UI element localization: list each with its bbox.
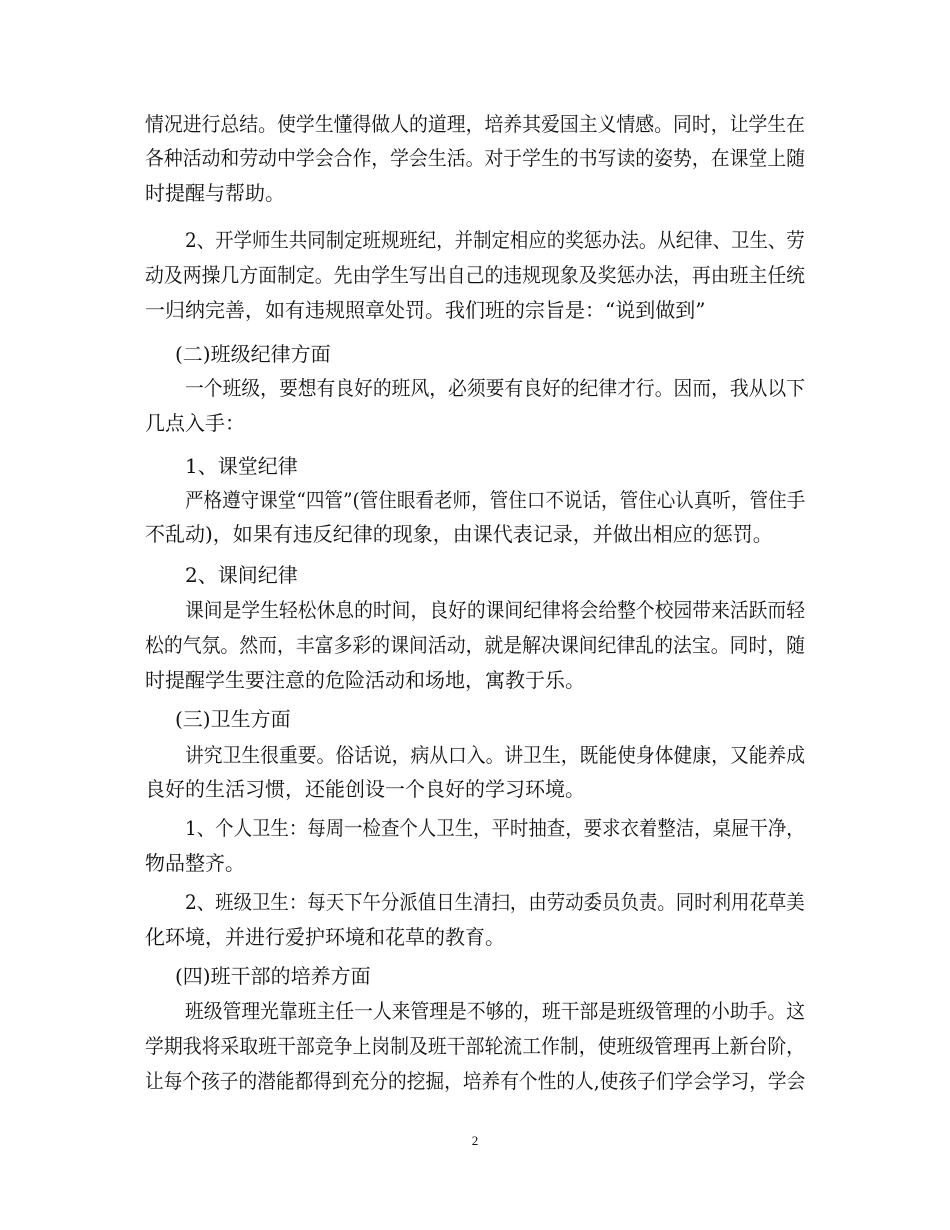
text-line: 严格遵守课堂“四管”(管住眼看老师，管住口不说话，管住心认真听，管住手 (185, 488, 806, 512)
subsection-heading: 1、课堂纪律 (185, 454, 298, 478)
text-line: 讲究卫生很重要。俗话说，病从口入。讲卫生，既能使身体健康，又能养成 (185, 743, 806, 767)
text-line: 2、开学师生共同制定班规班纪，并制定相应的奖惩办法。从纪律、卫生、劳 (185, 228, 805, 252)
section-heading: (二)班级纪律方面 (175, 342, 331, 366)
text-line: 学期我将采取班干部竞争上岗制及班干部轮流工作制，使班级管理再上新台阶， (145, 1034, 806, 1058)
text-line: 物品整齐。 (145, 851, 245, 875)
section-heading: (三)卫生方面 (175, 707, 291, 731)
text-line: 各种活动和劳动中学会合作，学会生活。对于学生的书写读的姿势，在课堂上随 (145, 146, 806, 170)
text-line: 时提醒学生要注意的危险活动和场地，寓教于乐。 (145, 668, 585, 692)
text-line: 动及两操几方面制定。先由学生写出自己的违规现象及奖惩办法，再由班主任统 (145, 263, 806, 287)
text-line: 松的气氛。然而，丰富多彩的课间活动，就是解决课间纪律乱的法宝。同时，随 (145, 633, 806, 657)
text-line: 让每个孩子的潜能都得到充分的挖掘，培养有个性的人,使孩子们学会学习，学会 (145, 1069, 806, 1093)
text-line: 班级管理光靠班主任一人来管理是不够的，班干部是班级管理的小助手。这 (185, 999, 806, 1023)
page-number: 2 (471, 1133, 479, 1148)
text-line: 化环境，并进行爱护环境和花草的教育。 (145, 925, 505, 949)
text-line: 一归纳完善，如有违规照章处罚。我们班的宗旨是：“说到做到” (145, 298, 706, 322)
text-line: 不乱动)，如果有违反纪律的现象，由课代表记录，并做出相应的惩罚。 (145, 522, 773, 546)
text-line: 几点入手： (145, 411, 245, 435)
text-line: 情况进行总结。使学生懂得做人的道理，培养其爱国主义情感。同时，让学生在 (145, 112, 806, 136)
text-line: 课间是学生轻松休息的时间，良好的课间纪律将会给整个校园带来活跃而轻 (185, 598, 806, 622)
text-line: 良好的生活习惯，还能创设一个良好的学习环境。 (145, 777, 585, 801)
subsection-heading: 2、课间纪律 (185, 563, 298, 587)
text-line: 一个班级，要想有良好的班风，必须要有良好的纪律才行。因而，我从以下 (185, 376, 806, 400)
text-line: 时提醒与帮助。 (145, 181, 285, 205)
text-line: 2、班级卫生：每天下午分派值日生清扫，由劳动委员负责。同时利用花草美 (185, 890, 805, 914)
section-heading: (四)班干部的培养方面 (175, 964, 371, 988)
text-line: 1、个人卫生：每周一检查个人卫生，平时抽查，要求衣着整洁，桌屉干净， (185, 816, 805, 840)
